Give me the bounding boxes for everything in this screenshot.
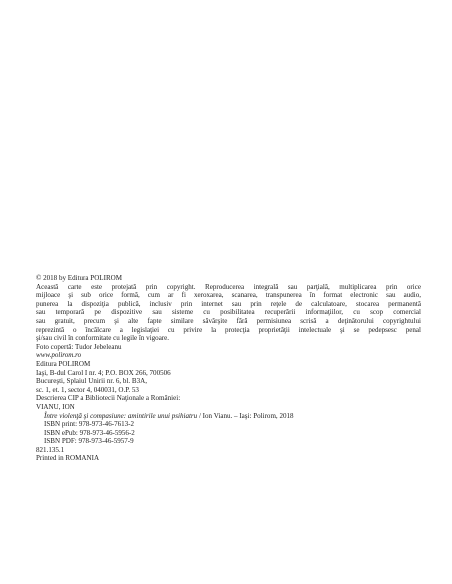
isbn-print: ISBN print: 978-973-46-7613-2	[44, 420, 135, 429]
isbn-pdf: ISBN PDF: 978-973-46-5957-9	[44, 437, 134, 446]
classification-code: 821.135.1	[36, 445, 65, 454]
isbn-epub: ISBN ePub: 978-973-46-5956-2	[44, 428, 135, 437]
legal-notice-line: mijloace şi sub orice formă, cum ar fi xeroxarea, scanarea, transpunerea în format electronic sau audio,	[36, 291, 421, 300]
legal-notice	[36, 283, 421, 343]
website	[36, 351, 421, 360]
cip-heading: Descrierea CIP a Bibliotecii Naţionale a României:	[36, 394, 181, 403]
publisher-name: Editura POLIROM	[36, 359, 91, 368]
cover-photo-credit-text: Foto copertă: Tudor Jebeleanu	[36, 342, 122, 351]
cip-details: / Ion Vianu. – Iaşi: Polirom, 2018	[197, 411, 294, 420]
isbn-list	[36, 420, 421, 446]
copyright-text: © 2018 by Editura POLIROM	[36, 274, 122, 282]
cover-photo-credit	[36, 343, 421, 352]
cip-description	[36, 394, 421, 420]
legal-notice-line: sau temporară pe dispozitive sau sisteme cu posibilitatea recuperării informaţiilor, cu scop comercial	[36, 308, 421, 317]
publisher-address-line: Iaşi, B-dul Carol I nr. 4; P.O. BOX 266, 700506	[36, 368, 171, 377]
copyright-block	[36, 274, 421, 463]
legal-notice-line: reprezintă o încălcare a legislaţiei cu privire la protecţia proprietăţii intelectuale şi se pedepsesc penal	[36, 325, 421, 334]
cip-title-line	[36, 412, 421, 421]
legal-notice-line: Această carte este protejată prin copyright. Reproducerea integrală sau parţială, multiplicarea prin orice	[36, 282, 421, 291]
publisher-address-line: Bucureşti, Splaiul Unirii nr. 6, bl. B3A,	[36, 377, 147, 386]
classification	[36, 446, 421, 455]
cip-author: VIANU, ION	[36, 402, 75, 411]
copyright-line	[36, 274, 421, 283]
publisher-address-line: sc. 1, et. 1, sector 4, 040031, O.P. 53	[36, 385, 139, 394]
printed-in	[36, 454, 421, 463]
legal-notice-line: şi/sau civil în conformitate cu legile în vigoare.	[36, 334, 170, 343]
legal-notice-line: sau gratuit, precum şi alte fapte similare săvârşite fără permisiunea scrisă a deţinătorului copyrightului	[36, 316, 421, 325]
legal-notice-line: punerea la dispoziţia publică, inclusiv prin internet sau prin reţele de calculatoare, stocarea permanentă	[36, 299, 421, 308]
printed-in-text: Printed in ROMANIA	[36, 454, 100, 463]
website-text: www.polirom.ro	[36, 351, 82, 360]
cip-title: Între violenţă şi compasiune: amintirile unui psihiatru	[44, 411, 198, 420]
publisher-info	[36, 360, 421, 394]
